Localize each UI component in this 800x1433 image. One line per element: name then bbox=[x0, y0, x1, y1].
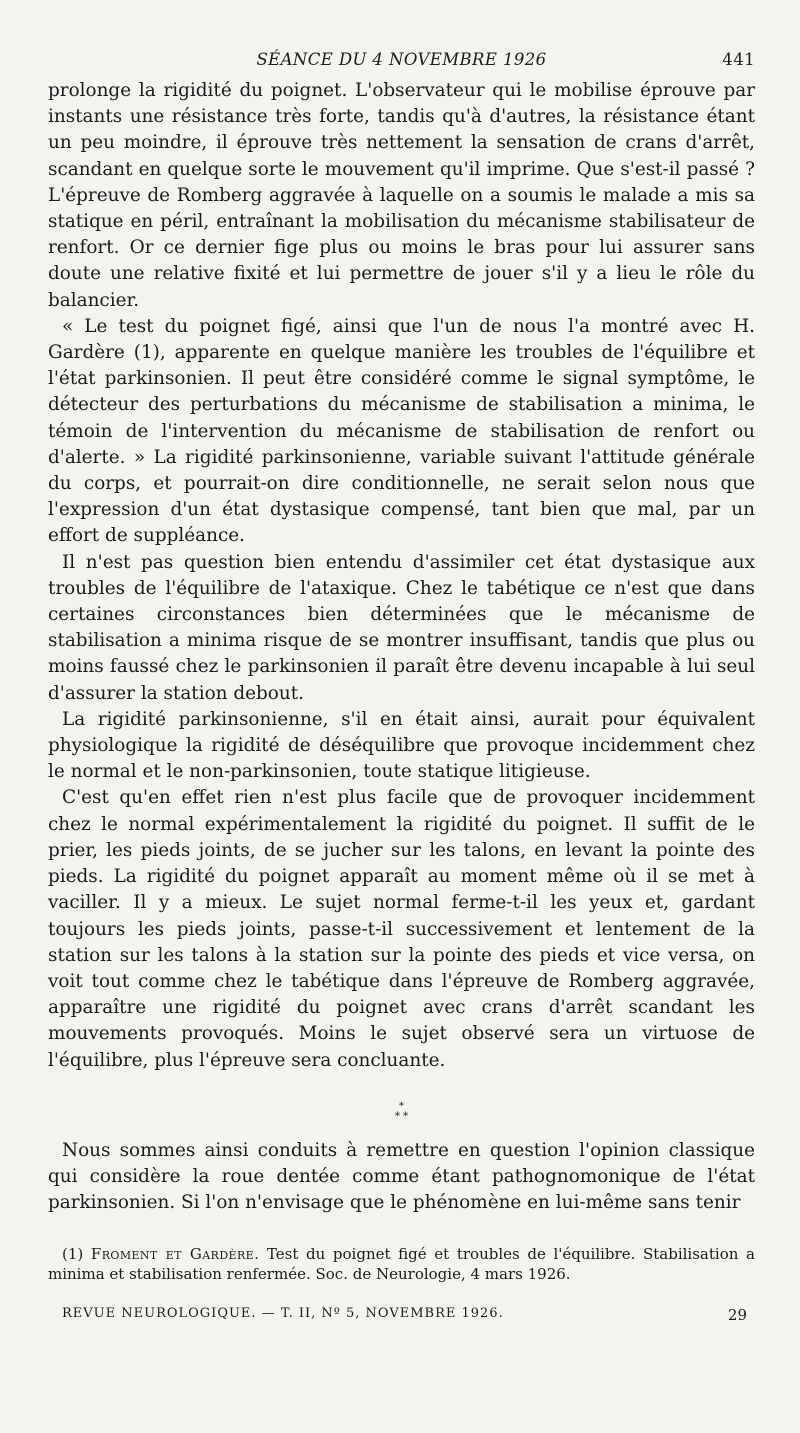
paragraph-5: C'est qu'en effet rien n'est plus facile que de provoquer incidemment chez le normal expérimentalement la rigidité du poignet. Il suffit de le prier, les pieds joints, de se jucher sur les talons, en levant la pointe des pieds. La rigidité du poignet apparaît au moment même où il se met à vaciller. Il y a mieux. Le sujet normal ferme-t-il les yeux et, gardant toujours les pieds joints, passe-t-il successivement et lentement de la station sur les talons à la station sur la pointe des pieds et vice versa, on voit tout comme chez le tabétique dans l'épreuve de Romberg aggravée, apparaître une rigidité du poignet avec crans d'arrêt scandant les mouvements provoqués. Moins le sujet observé sera un virtuose de l'équilibre, plus l'épreuve sera concluante. bbox=[48, 787, 755, 1071]
paragraph-6: Nous sommes ainsi conduits à remettre en question l'opinion classique qui considère la roue dentée comme étant pathognomonique de l'état parkinsonien. Si l'on n'envisage que le phénomène en lui-même sans tenir bbox=[48, 1139, 755, 1214]
signature-mark: 29 bbox=[727, 1306, 747, 1325]
paragraph-4: La rigidité parkinsonienne, s'il en était ainsi, aurait pour équivalent physiologique la rigidité de déséquilibre que provoque incidemment chez le normal et le non-parkinsonien, toute statique litigieuse. bbox=[48, 708, 755, 783]
paragraph-1: prolonge la rigidité du poignet. L'observateur qui le mobilise éprouve par instants une résistance très forte, tandis qu'à d'autres, la résistance étant un peu moindre, il éprouve très nettement la sensation de crans d'arrêt, scandant en quelque sorte le mouvement qu'il imprime. Que s'est-il passé ? L'épreuve de Romberg aggravée à laquelle on a soumis le malade a mis sa statique en péril, entraînant la mobilisation du mécanisme stabilisateur de renfort. Or ce dernier fige plus ou moins le bras pour lui assurer sans doute une relative fixité et lui permettre de jouer s'il y a lieu le rôle du balancier. bbox=[48, 80, 755, 311]
document-page bbox=[48, 44, 755, 1326]
journal-line: REVUE NEUROLOGIQUE. — T. II, Nº 5, NOVEMBRE 1926. bbox=[62, 1306, 504, 1322]
main-text bbox=[48, 78, 755, 1216]
paragraph-2: « Le test du poignet figé, ainsi que l'un de nous l'a montré avec H. Gardère (1), apparente en quelque manière les troubles de l'équilibre et l'état parkinsonien. Il peut être considéré comme le signal symptôme, le détecteur des perturbations du mécanisme de stabilisation a minima, le témoin de l'intervention du mécanisme de stabilisation de renfort ou d'alerte. » La rigidité parkinsonienne, variable suivant l'attitude générale du corps, et pourrait-on dire conditionnelle, ne serait selon nous que l'expression d'un état dystasique compensé, tant bien que mal, par un effort de suppléance. bbox=[48, 315, 755, 547]
section-asterism bbox=[48, 1102, 755, 1122]
asterism-bottom: * * bbox=[394, 1110, 409, 1122]
running-head-title: SÉANCE DU 4 NOVEMBRE 1926 bbox=[256, 50, 547, 69]
page-number: 441 bbox=[722, 50, 755, 69]
asterism-top: * bbox=[399, 1100, 404, 1112]
footnote-authors: Froment et Gardère. bbox=[90, 1245, 260, 1264]
page-footer bbox=[48, 1306, 755, 1326]
footnote bbox=[48, 1244, 755, 1284]
footnote-marker: (1) bbox=[62, 1245, 84, 1264]
paragraph-3: Il n'est pas question bien entendu d'assimiler cet état dystasique aux troubles de l'équilibre de l'ataxique. Chez le tabétique ce n'est que dans certaines circonstances bien déterminées que le mécanisme de stabilisation a minima risque de se montrer insuffisant, tandis que plus ou moins faussé chez le parkinsonien il paraît être devenu incapable à lui seul d'assurer la station debout. bbox=[48, 551, 755, 704]
running-head bbox=[48, 44, 755, 78]
footnote-text: Test du poignet figé et troubles de l'équilibre. Stabilisation a minima et stabilisation renfermée. Soc. de Neurologie, 4 mars 1926. bbox=[48, 1245, 755, 1284]
